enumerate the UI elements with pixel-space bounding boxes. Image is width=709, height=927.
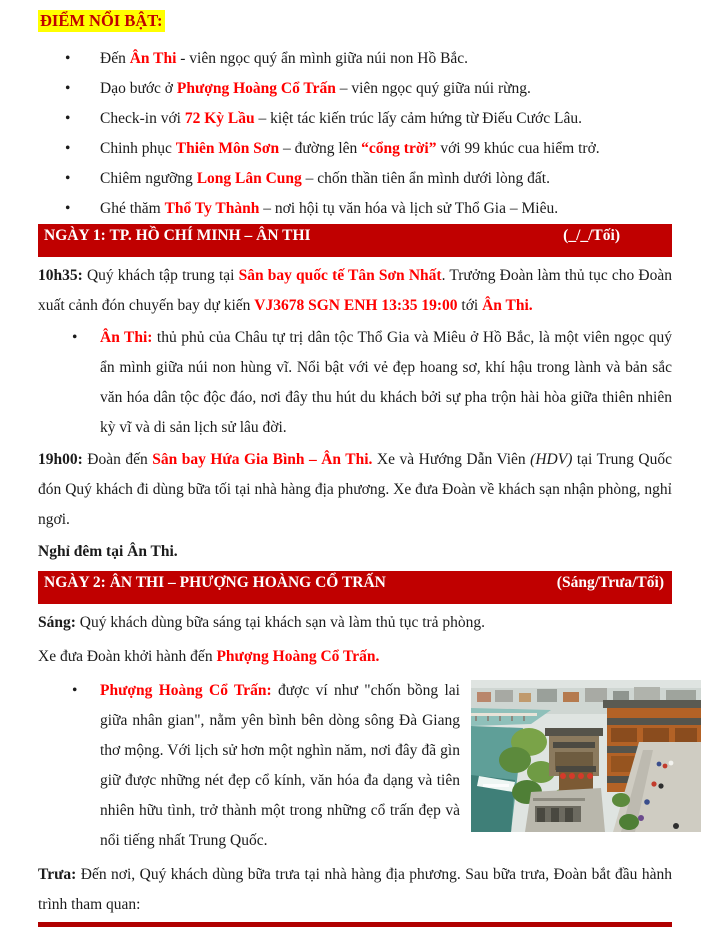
item-text: – đường lên [279, 140, 362, 157]
item-text: với 99 khúc cua hiểm trở. [436, 140, 600, 157]
fenghuang-town-photo [471, 680, 701, 832]
keyword: Ân Thi. [482, 297, 533, 314]
day2-detail-row [38, 676, 701, 856]
item-keyword: Thiên Môn Sơn [175, 140, 280, 157]
time-label: Sáng: [38, 614, 76, 631]
time-label: 10h35: [38, 267, 83, 284]
bullet-text: thủ phủ của Châu tự trị dân tộc Thổ Gia và Miêu ở Hồ Bắc, là một viên ngọc quý ẩn mình giữa núi non hùng vĩ. Nổi bật với vẻ đẹp hoang sơ, khí hậu trong lành và bản sắc văn hóa dân tộc độc đáo, nơi đây thu hút du khách bởi sự pha trộn hài hòa giữa thiên nhiên kỳ vĩ và di sản lịch sử lâu đời. [100, 329, 672, 436]
item-text: Chiêm ngưỡng [100, 170, 197, 187]
paragraph-text: Đoàn đến [82, 451, 153, 468]
place-keyword: Phượng Hoàng Cổ Trấn: [100, 682, 272, 699]
paragraph-text: tại Trung Quốc đón Quý khách đi dùng bữa tối tại nhà hàng địa phương. Xe đưa Đoàn về khách sạn nhận phòng, nghỉ ngơi. [38, 451, 672, 528]
bullet-icon: • [65, 80, 71, 97]
item-text: Check-in với [100, 110, 185, 127]
paragraph-text: Quý khách dùng bữa sáng tại khách sạn và làm thủ tục trả phòng. [75, 614, 486, 631]
item-text: - viên ngọc quý ẩn mình giữa núi non Hồ Bắc. [176, 50, 469, 67]
paragraph-text: tới [457, 297, 483, 314]
list-item [38, 134, 672, 164]
list-item [38, 44, 672, 74]
next-day-banner-edge [38, 922, 672, 927]
day1-detail-bullet [38, 323, 672, 443]
keyword: Sân bay quốc tế Tân Sơn Nhất [238, 267, 442, 284]
abbreviation: (HDV) [530, 451, 573, 468]
bullet-icon: • [65, 110, 71, 127]
day1-overnight-note: Nghỉ đêm tại Ân Thi. [38, 543, 178, 560]
bullet-icon: • [65, 140, 71, 157]
paragraph-text: Xe và Hướng Dẫn Viên [372, 451, 531, 468]
paragraph-text: Đến nơi, Quý khách dùng bữa trưa tại nhà hàng địa phương. Sau bữa trưa, Đoàn bắt đầu hành trình tham quan: [38, 866, 672, 913]
item-keyword: Ân Thi [129, 50, 177, 67]
fenghuang-town-illustration [471, 680, 701, 832]
flight-info: VJ3678 SGN ENH 13:35 19:00 [254, 297, 458, 314]
day2-paragraph-3 [38, 860, 672, 920]
day2-banner [38, 571, 672, 604]
paragraph-text: Quý khách tập trung tại [82, 267, 239, 284]
item-text: – viên ngọc quý giữa núi rừng. [335, 80, 531, 97]
list-item [38, 104, 672, 134]
item-text: Ghé thăm [100, 200, 165, 217]
item-keyword: 72 Kỳ Lầu [184, 110, 255, 127]
list-item [38, 74, 672, 104]
item-keyword: Phượng Hoàng Cổ Trấn [176, 80, 336, 97]
paragraph-text: . Trưởng Đoàn làm thủ tục cho Đoàn xuất cảnh đón chuyến bay dự kiến [38, 267, 672, 314]
bullet-icon: • [65, 50, 71, 67]
bullet-icon: • [72, 329, 78, 346]
day1-paragraph-1 [38, 261, 672, 321]
time-label: 19h00: [38, 451, 83, 468]
item-text: – kiệt tác kiến trúc lấy cảm hứng từ Điếu Cước Lâu. [254, 110, 582, 127]
bullet-icon: • [65, 200, 71, 217]
highlights-heading: ĐIỂM NỔI BẬT: [40, 11, 163, 30]
day2-paragraph-2 [38, 642, 672, 672]
day1-paragraph-2 [38, 445, 672, 535]
day2-detail-bullet [38, 676, 460, 856]
item-text: – nơi hội tụ văn hóa và lịch sử Thổ Gia – Miêu. [259, 200, 559, 217]
day2-banner-meals: (Sáng/Trưa/Tối) [556, 574, 664, 591]
item-keyword: Long Lân Cung [196, 170, 302, 187]
place-keyword: Ân Thi: [100, 329, 153, 346]
keyword: Sân bay Hứa Gia Bình – Ân Thi. [152, 451, 373, 468]
item-text: Dạo bước ở [100, 80, 177, 97]
day2-banner-title: NGÀY 2: ÂN THI – PHƯỢNG HOÀNG CỔ TRẤN [44, 574, 386, 591]
day2-paragraph-1 [38, 608, 672, 638]
list-item [38, 194, 672, 224]
paragraph-text: Xe đưa Đoàn khởi hành đến [38, 648, 217, 665]
list-item [38, 164, 672, 194]
day1-banner [38, 224, 672, 257]
time-label: Trưa: [38, 866, 77, 883]
day1-banner-meals: (_/_/Tối) [563, 227, 620, 244]
item-text: Đến [100, 50, 130, 67]
bullet-icon: • [65, 170, 71, 187]
bullet-icon: • [72, 682, 78, 699]
keyword: Phượng Hoàng Cổ Trấn. [216, 648, 380, 665]
bullet-text: được ví như "chốn bồng lai giữa nhân gian", nằm yên bình bên dòng sông Đà Giang thơ mộng. Với lịch sử hơn một nghìn năm, nơi đây đã gìn giữ được những nét đẹp cổ kính, văn hóa đa dạng và tiên nhiên hữu tình, trở thành một trong những cổ trấn đẹp và nổi tiếng nhất Trung Quốc. [100, 682, 460, 849]
item-text: – chốn thần tiên ẩn mình dưới lòng đất. [301, 170, 550, 187]
highlights-list [38, 44, 672, 224]
day1-banner-title: NGÀY 1: TP. HỒ CHÍ MINH – ÂN THI [44, 227, 311, 244]
item-keyword: “cổng trời” [361, 140, 437, 157]
item-text: Chinh phục [100, 140, 176, 157]
item-keyword: Thổ Ty Thành [164, 200, 260, 217]
